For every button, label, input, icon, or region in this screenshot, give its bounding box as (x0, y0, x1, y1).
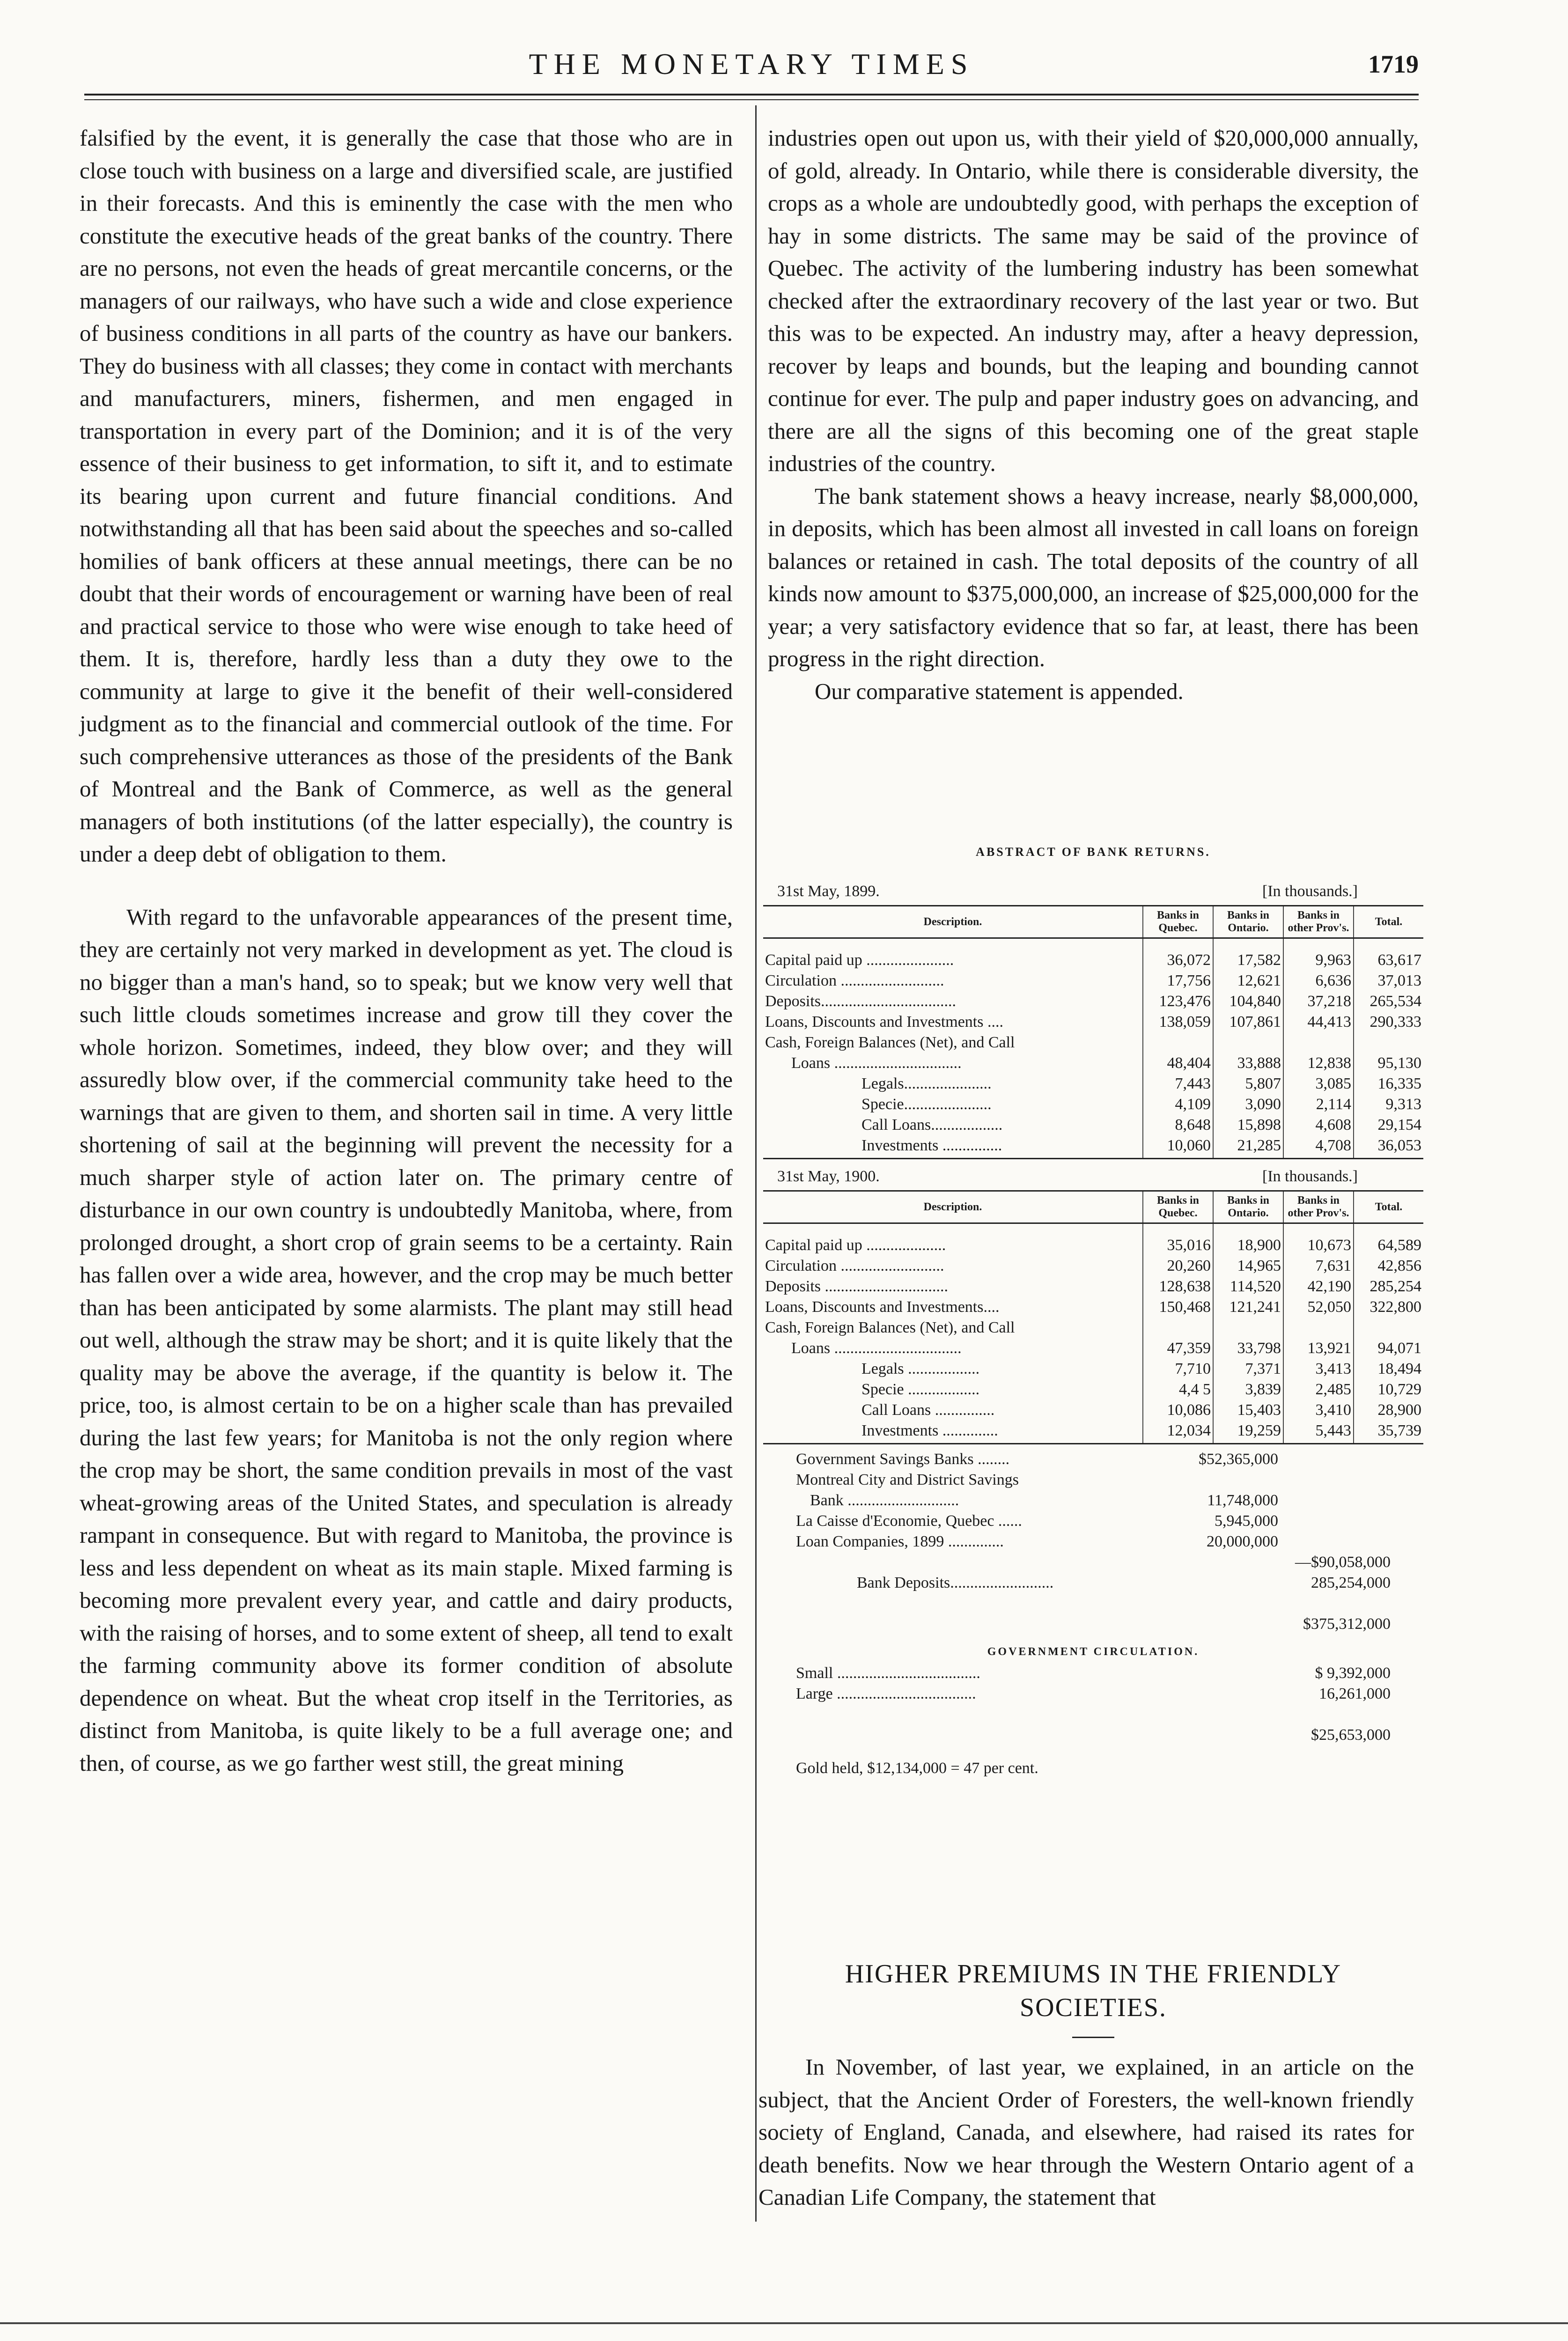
summary-row (763, 1511, 1423, 1531)
column-header: Total. (1354, 906, 1423, 938)
table-row (763, 1359, 1423, 1379)
cell-value: 8,648 (1143, 1115, 1213, 1135)
cell-value: 12,621 (1213, 971, 1283, 991)
column-header: Banks in other Prov's. (1283, 906, 1354, 938)
paragraph: In November, of last year, we explained, in an article on the subject, that the Ancient Order of Foresters, the well-known friendly society of England, Canada, and elsewhere, had raised its rates for death benefits. Now we hear through the Western Ontario agent of a Canadian Life Company, the statement that (758, 2054, 1414, 2210)
publication-title: THE MONETARY TIMES (529, 47, 974, 81)
cell-value: 10,086 (1143, 1400, 1213, 1421)
cell-value: 12,838 (1283, 1053, 1354, 1074)
summary-label: Montreal City and District Savings (796, 1471, 1019, 1488)
row-label: Loans, Discounts and Investments.... (765, 1298, 1000, 1316)
paragraph: The bank statement shows a heavy increase, nearly $8,000,000, in deposits, which has been almost all invested in call loans on foreign balances or retained in cash. The total deposits of the country of all kinds now amount to $375,000,000, an increase of $25,000,000 for the year; a very satisfactory evidence that so far, at least, there has been progress in the right direction. (768, 483, 1419, 671)
cell-value: 28,900 (1354, 1400, 1423, 1421)
paragraph: falsified by the event, it is generally the case that those who are in close touch with business on a large and diversified scale, are justified in their forecasts. And this is eminently the case with the men who constitute the executive heads of the great banks of the country. There are no persons, not even the heads of great mercantile concerns, or the managers of our railways, who have such a wide and close experience of business conditions in all parts of the country as have our bankers. They do business with all classes; they come in contact with merchants and manufacturers, miners, fishermen, and men engaged in transportation in every part of the Dominion; and it is of the very essence of their business to get information, to sift it, and to estimate its bearing upon current and future financial conditions. And notwithstanding all that has been said about the speeches and so-called homilies of bank officers at these annual meetings, there can be no doubt that their words of encouragement or warning have been of real and practical service to those who were wise enough to take heed of them. It is, therefore, hardly less than a duty they owe to the community at large to give it the benefit of their well-considered judgment as to the financial and commercial outlook of the time. For such comprehensive utterances as those of the presidents of the Bank of Montreal and the Bank of Commerce, as well as the general managers of both institutions (of the latter especially), the country is under a deep debt of obligation to them. (80, 125, 733, 867)
summary-value: $25,653,000 (1311, 1726, 1391, 1744)
cell-value: 7,371 (1213, 1359, 1283, 1379)
column-header: Banks in Quebec. (1143, 1191, 1213, 1223)
table-row (763, 1235, 1423, 1256)
gold-held: Gold held, $12,134,000 = 47 per cent. (796, 1759, 1038, 1777)
cell-value (1283, 1318, 1354, 1338)
table-row (763, 1094, 1423, 1115)
cell-value: 37,013 (1354, 971, 1423, 991)
table-row (763, 1032, 1423, 1053)
cell-value: 12,034 (1143, 1421, 1213, 1444)
cell-value: 52,050 (1283, 1297, 1354, 1318)
cell-value: 95,130 (1354, 1053, 1423, 1074)
cell-value: 10,729 (1354, 1379, 1423, 1400)
bank-returns-abstract (763, 845, 1423, 1777)
table-row (763, 1135, 1423, 1159)
summary-value: $52,365,000 (1199, 1450, 1278, 1468)
cell-value: 2,114 (1283, 1094, 1354, 1115)
cell-value: 4,608 (1283, 1115, 1354, 1135)
table-row (763, 1053, 1423, 1074)
cell-value: 150,468 (1143, 1297, 1213, 1318)
column-divider (755, 105, 757, 2222)
header-rule-thin (84, 99, 1419, 100)
summary-row (763, 1614, 1423, 1634)
cell-value: 18,900 (1213, 1235, 1283, 1256)
cell-value: 7,631 (1283, 1256, 1354, 1276)
row-label: Specie...................... (861, 1096, 992, 1113)
cell-value: 33,798 (1213, 1338, 1283, 1359)
left-column (80, 122, 733, 1779)
cell-value: 20,260 (1143, 1256, 1213, 1276)
table-unit: [In thousands.] (1262, 883, 1358, 900)
right-column (768, 122, 1419, 707)
cell-value: 7,710 (1143, 1359, 1213, 1379)
cell-value: 123,476 (1143, 991, 1213, 1012)
cell-value (1213, 1032, 1283, 1053)
cell-value: 5,443 (1283, 1421, 1354, 1444)
article-heading (768, 1957, 1419, 2024)
summary-row (763, 1704, 1423, 1725)
summary-label: Government Savings Banks ........ (796, 1450, 1010, 1468)
cell-value: 64,589 (1354, 1235, 1423, 1256)
table-row (763, 1256, 1423, 1276)
bottom-rule (0, 2322, 1568, 2324)
cell-value: 10,060 (1143, 1135, 1213, 1159)
column-header: Banks in Quebec. (1143, 906, 1213, 938)
summary-row (763, 1663, 1423, 1684)
table-row (763, 1421, 1423, 1444)
cell-value: 29,154 (1354, 1115, 1423, 1135)
row-label: Loans ................................ (791, 1340, 962, 1357)
bank-returns-table-1899 (763, 905, 1423, 1159)
cell-value: 17,582 (1213, 950, 1283, 971)
table-row (763, 1297, 1423, 1318)
table-row (763, 991, 1423, 1012)
cell-value: 3,413 (1283, 1359, 1354, 1379)
summary-row (763, 1470, 1423, 1490)
cell-value: 44,413 (1283, 1012, 1354, 1032)
paragraph: Our comparative statement is appended. (815, 678, 1184, 704)
cell-value: 47,359 (1143, 1338, 1213, 1359)
summary-row (763, 1573, 1423, 1593)
column-header: Description. (763, 906, 1143, 938)
cell-value (1213, 1318, 1283, 1338)
table-period-header (763, 1163, 1423, 1190)
cell-value: 9,313 (1354, 1094, 1423, 1115)
row-label: Cash, Foreign Balances (Net), and Call (765, 1034, 1015, 1051)
cell-value (1143, 1318, 1213, 1338)
cell-value: 10,673 (1283, 1235, 1354, 1256)
table-row (763, 1379, 1423, 1400)
summary-value: $375,312,000 (1303, 1615, 1391, 1633)
cell-value: 7,443 (1143, 1074, 1213, 1094)
cell-value: 322,800 (1354, 1297, 1423, 1318)
summary-row (763, 1490, 1423, 1511)
cell-value: 114,520 (1213, 1276, 1283, 1297)
row-label: Investments .............. (763, 1421, 1143, 1444)
cell-value: 42,190 (1283, 1276, 1354, 1297)
summary-label: Large ................................... (796, 1685, 976, 1702)
column-header: Description. (763, 1191, 1143, 1223)
cell-value: 63,617 (1354, 950, 1423, 971)
cell-value: 94,071 (1354, 1338, 1423, 1359)
summary-value: 285,254,000 (1311, 1574, 1391, 1591)
article-heading-line: SOCIETIES. (1020, 1993, 1167, 2022)
row-label: Specie .................. (861, 1381, 980, 1398)
row-label: Capital paid up ...................... (765, 951, 954, 969)
cell-value: 15,403 (1213, 1400, 1283, 1421)
column-header: Banks in Ontario. (1213, 1191, 1283, 1223)
cell-value: 35,016 (1143, 1235, 1213, 1256)
cell-value: 42,856 (1354, 1256, 1423, 1276)
cell-value: 17,756 (1143, 971, 1213, 991)
row-label: Legals...................... (861, 1075, 992, 1092)
cell-value: 13,921 (1283, 1338, 1354, 1359)
table-row (763, 1400, 1423, 1421)
cell-value: 107,861 (1213, 1012, 1283, 1032)
summary-value: 20,000,000 (1207, 1533, 1278, 1550)
cell-value: 5,807 (1213, 1074, 1283, 1094)
cell-value (1143, 1032, 1213, 1053)
row-label: Capital paid up .................... (765, 1237, 946, 1254)
page-header (84, 47, 1419, 89)
cell-value: 14,965 (1213, 1256, 1283, 1276)
table-row (763, 971, 1423, 991)
row-label: Loans ................................ (791, 1054, 962, 1072)
cell-value: 285,254 (1354, 1276, 1423, 1297)
cell-value: 265,534 (1354, 991, 1423, 1012)
cell-value: 3,090 (1213, 1094, 1283, 1115)
bank-returns-table-1900 (763, 1190, 1423, 1444)
cell-value: 128,638 (1143, 1276, 1213, 1297)
paragraph: industries open out upon us, with their yield of $20,000,000 annually, of gold, already. In Ontario, while there is considerable diversity, the crops as a whole are undoubtedly good, with perhaps the exception of hay in some districts. The same may be said of the province of Quebec. The activity of the lumbering industry has been somewhat checked after the extraordinary recovery of the last year or two. But this was to be expected. An industry may, after a heavy depression, recover by leaps and bounds, but the leaping and bounding cannot continue for ever. The pulp and paper industry goes on advancing, and there are all the signs of this becoming one of the great staple industries of the country. (768, 125, 1419, 476)
summary-value: —$90,058,000 (1295, 1553, 1391, 1571)
row-label: Call Loans ............... (861, 1401, 995, 1419)
summary-value: 5,945,000 (1215, 1512, 1278, 1530)
cell-value: 18,494 (1354, 1359, 1423, 1379)
cell-value: 6,636 (1283, 971, 1354, 991)
row-label: Deposits.................................. (765, 993, 956, 1010)
page-number: 1719 (1368, 50, 1419, 78)
summary-value: $ 9,392,000 (1315, 1664, 1391, 1682)
cell-value: 15,898 (1213, 1115, 1283, 1135)
heading-rule (1072, 2037, 1114, 2038)
table-period: 31st May, 1900. (777, 1168, 880, 1185)
summary-row (763, 1552, 1423, 1573)
cell-value: 3,410 (1283, 1400, 1354, 1421)
table-row (763, 1338, 1423, 1359)
cell-value (1283, 1032, 1354, 1053)
column-header: Banks in Ontario. (1213, 906, 1283, 938)
table-row (763, 1074, 1423, 1094)
cell-value: 36,053 (1354, 1135, 1423, 1159)
cell-value: 104,840 (1213, 991, 1283, 1012)
row-label: Investments ............... (763, 1135, 1143, 1159)
deposits-summary (763, 1449, 1423, 1634)
row-label: Deposits ............................... (765, 1278, 948, 1295)
cell-value: 16,335 (1354, 1074, 1423, 1094)
row-label: Loans, Discounts and Investments .... (765, 1013, 1003, 1031)
cell-value: 35,739 (1354, 1421, 1423, 1444)
abstract-title: ABSTRACT OF BANK RETURNS. (976, 845, 1211, 859)
summary-value: 16,261,000 (1319, 1685, 1391, 1702)
table-row (763, 950, 1423, 971)
cell-value: 33,888 (1213, 1053, 1283, 1074)
table-unit: [In thousands.] (1262, 1168, 1358, 1185)
cell-value (1354, 1032, 1423, 1053)
summary-row (763, 1449, 1423, 1470)
summary-row (763, 1593, 1423, 1614)
cell-value: 48,404 (1143, 1053, 1213, 1074)
row-label: Circulation .......................... (765, 972, 944, 989)
table-row (763, 1115, 1423, 1135)
cell-value: 121,241 (1213, 1297, 1283, 1318)
table-period-header (763, 878, 1423, 905)
row-label: Cash, Foreign Balances (Net), and Call (765, 1319, 1015, 1336)
cell-value: 3,839 (1213, 1379, 1283, 1400)
article-body (758, 2051, 1414, 2214)
cell-value: 138,059 (1143, 1012, 1213, 1032)
header-rule (84, 94, 1419, 96)
article-heading-line: HIGHER PREMIUMS IN THE FRIENDLY (845, 1959, 1342, 1988)
cell-value: 9,963 (1283, 950, 1354, 971)
summary-label: Loan Companies, 1899 .............. (796, 1533, 1004, 1550)
column-header: Total. (1354, 1191, 1423, 1223)
cell-value: 4,4 5 (1143, 1379, 1213, 1400)
cell-value: 21,285 (1213, 1135, 1283, 1159)
table-row (763, 1318, 1423, 1338)
cell-value: 290,333 (1354, 1012, 1423, 1032)
summary-label: La Caisse d'Economie, Quebec ...... (796, 1512, 1022, 1530)
row-label: Circulation .......................... (765, 1257, 944, 1274)
paragraph: With regard to the unfavorable appearances of the present time, they are certainly not very marked in development as yet. The cloud is no bigger than a man's hand, so to speak; but we know very well that such little clouds sometimes increase and grow till they cover the whole horizon. Sometimes, indeed, they blow over; and they will assuredly blow over, if the commercial community take heed to the warnings that are given to them, and shorten sail in time. A very little shortening of sail at the beginning will prevent the necessity for a much sharper style of action later on. The primary centre of disturbance in our own country is undoubtedly Manitoba, where, from prolonged drought, a short crop of grain seems to be a certainty. Rain has fallen over a wide area, however, and the crop may be much better than has been anticipated by some alarmists. The plant may still head out well, although the straw may be short; and it is quite likely that the quality may be above the average, if the quantity is below it. The price, too, is almost certain to be on a higher scale than has prevailed during the last few years; for Manitoba is not the only region where the crop may be short, the same condition prevails in most of the vast wheat-growing areas of the United States, and speculation is already rampant in consequence. But with regard to Manitoba, the province is less and less dependent on wheat as its main staple. Mixed farming is becoming more prevalent every year, and cattle and dairy products, with the raising of horses, and to some extent of sheep, all tend to exalt the farming community above its former condition of absolute dependence on wheat. But the wheat crop itself in the Territories, as distinct from Manitoba, is quite likely to be a full average one; and then, of course, as we go farther west still, the great mining (80, 904, 733, 1776)
summary-row (763, 1725, 1423, 1745)
summary-label: Bank Deposits.......................... (857, 1574, 1054, 1591)
cell-value: 19,259 (1213, 1421, 1283, 1444)
table-period: 31st May, 1899. (777, 883, 880, 900)
summary-row (763, 1684, 1423, 1704)
table-row (763, 1012, 1423, 1032)
row-label: Call Loans.................. (861, 1116, 1003, 1134)
cell-value (1354, 1318, 1423, 1338)
cell-value: 3,085 (1283, 1074, 1354, 1094)
cell-value: 2,485 (1283, 1379, 1354, 1400)
gov-circulation-title: GOVERNMENT CIRCULATION. (987, 1646, 1200, 1658)
summary-label: Small .................................... (796, 1664, 980, 1682)
cell-value: 36,072 (1143, 950, 1213, 971)
cell-value: 37,218 (1283, 991, 1354, 1012)
summary-label: Bank ............................ (810, 1492, 959, 1509)
column-header: Banks in other Prov's. (1283, 1191, 1354, 1223)
cell-value: 4,109 (1143, 1094, 1213, 1115)
cell-value: 4,708 (1283, 1135, 1354, 1159)
summary-row (763, 1531, 1423, 1552)
gov-circulation-summary (763, 1663, 1423, 1745)
summary-value: 11,748,000 (1207, 1492, 1278, 1509)
row-label: Legals .................. (861, 1360, 980, 1377)
table-row (763, 1276, 1423, 1297)
